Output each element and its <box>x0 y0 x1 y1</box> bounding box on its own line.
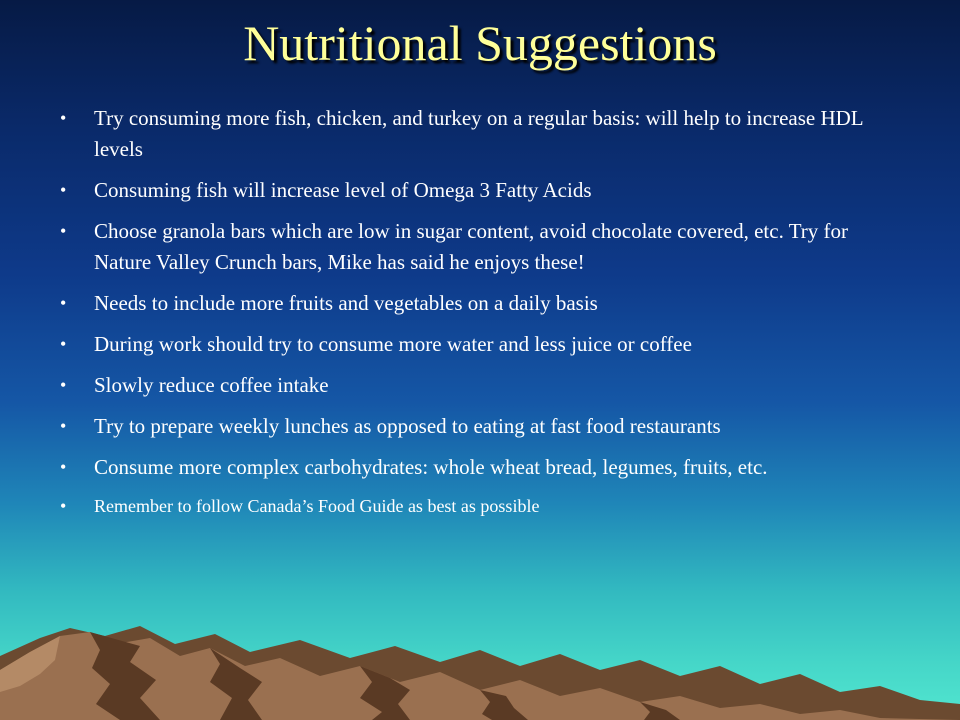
bullet-marker: • <box>60 496 67 516</box>
bullet-marker: • <box>60 416 67 436</box>
bullet-marker: • <box>60 457 67 477</box>
bullet-item <box>58 103 908 165</box>
bullet-item <box>58 175 908 206</box>
bullet-marker: • <box>60 293 67 313</box>
bullet-marker: • <box>60 334 67 354</box>
bullet-marker: • <box>60 375 67 395</box>
bullet-text: Choose granola bars which are low in sugar content, avoid chocolate covered, etc. Try for Nature Valley Crunch bars, Mike has said he enjoys these! <box>94 219 849 274</box>
bullet-item <box>58 216 908 278</box>
bullet-text: Consume more complex carbohydrates: whole wheat bread, legumes, fruits, etc. <box>94 455 768 479</box>
bullet-list <box>58 103 908 529</box>
bullet-item <box>58 370 908 401</box>
bullet-item <box>58 452 908 483</box>
bullet-marker: • <box>60 221 67 241</box>
bullet-text: Remember to follow Canada’s Food Guide as best as possible <box>94 496 540 516</box>
mountain-range-illustration <box>0 600 960 720</box>
bullet-item <box>58 329 908 360</box>
bullet-text: Slowly reduce coffee intake <box>94 373 329 397</box>
bullet-item <box>58 288 908 319</box>
bullet-marker: • <box>60 108 67 128</box>
bullet-text: Try consuming more fish, chicken, and turkey on a regular basis: will help to increase HDL levels <box>94 106 863 161</box>
bullet-item <box>58 493 908 519</box>
bullet-marker: • <box>60 180 67 200</box>
slide-title: Nutritional Suggestions <box>243 15 717 71</box>
bullet-text: During work should try to consume more water and less juice or coffee <box>94 332 692 356</box>
bullet-text: Needs to include more fruits and vegetables on a daily basis <box>94 291 598 315</box>
bullet-text: Consuming fish will increase level of Omega 3 Fatty Acids <box>94 178 592 202</box>
bullet-item <box>58 411 908 442</box>
bullet-text: Try to prepare weekly lunches as opposed to eating at fast food restaurants <box>94 414 721 438</box>
